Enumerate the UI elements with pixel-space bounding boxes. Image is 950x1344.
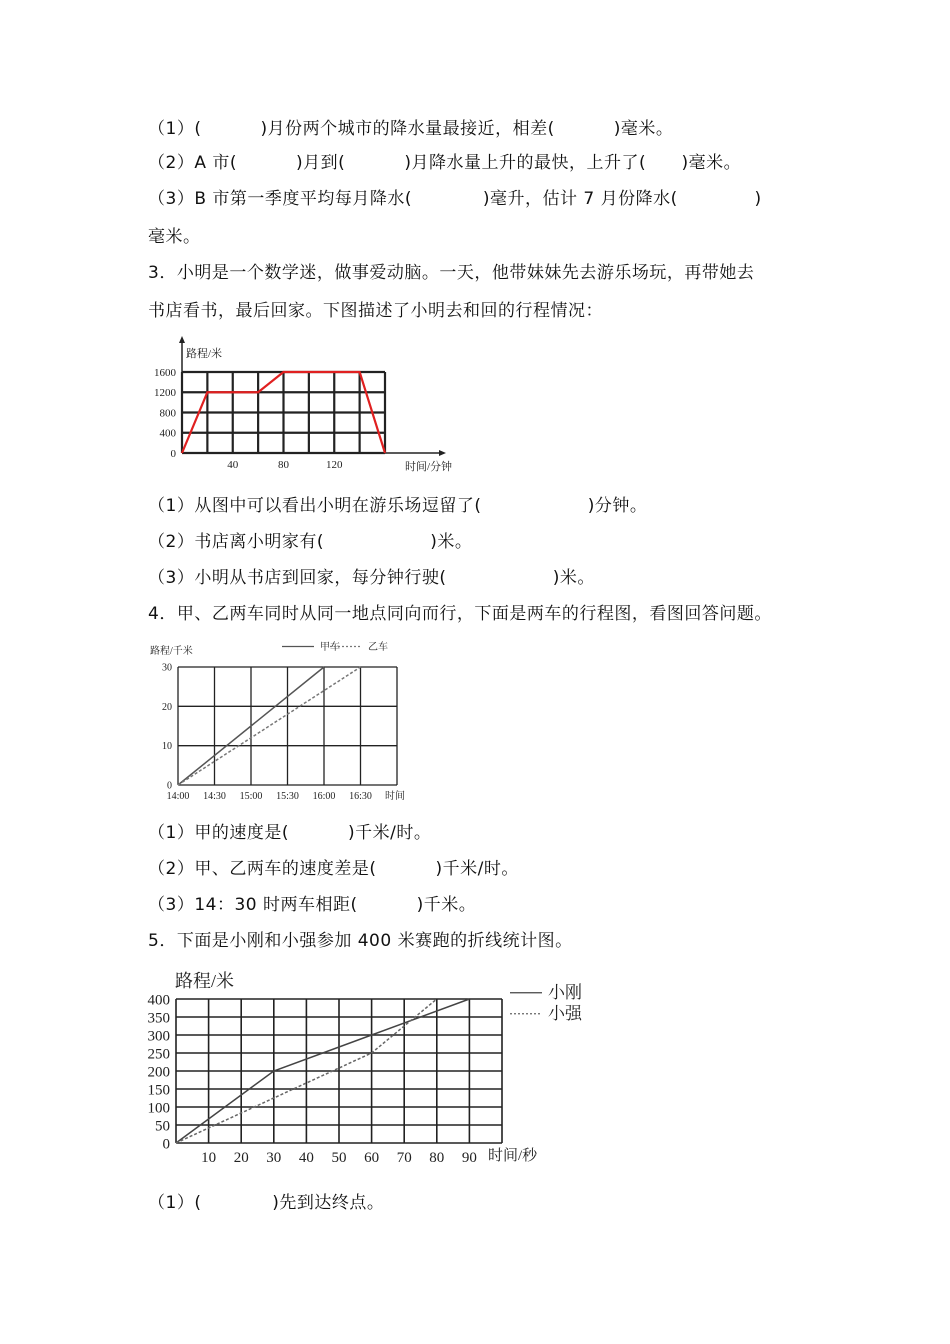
y-axis-label: 路程/千米 [150, 646, 193, 657]
x-tick-label: 20 [233, 1150, 249, 1166]
x-tick-label: 40 [227, 459, 239, 471]
y-tick-label: 100 [147, 1100, 170, 1117]
x-tick-label: 30 [266, 1150, 282, 1166]
q2-question-2: （2）A 市( )月到( )月降水量上升的最快，上升了( )毫米。 [148, 153, 742, 173]
y-tick-label: 30 [162, 662, 172, 674]
y-tick-label: 300 [147, 1028, 170, 1045]
q3-intro-line2: 书店看书，最后回家。下图描述了小明去和回的行程情况： [148, 301, 603, 321]
y-tick-label: 150 [147, 1082, 170, 1099]
legend-label: 乙车 [368, 642, 388, 653]
legend-label: 小强 [548, 1004, 582, 1023]
x-tick-label: 40 [298, 1150, 314, 1166]
y-tick-label: 400 [159, 427, 176, 440]
legend-label: 甲车 [320, 642, 340, 653]
x-tick-label: 90 [461, 1150, 477, 1166]
y-tick-label: 800 [159, 407, 176, 420]
q3-question-1: （1）从图中可以看出小明在游乐场逗留了( )分钟。 [148, 496, 648, 516]
y-tick-label: 1200 [154, 387, 176, 400]
q4-intro: 4．甲、乙两车同时从同一地点同向而行，下面是两车的行程图，看图回答问题。 [148, 604, 772, 624]
x-tick-label: 80 [278, 459, 289, 471]
x-axis-label: 时间/秒 [488, 1148, 538, 1164]
x-tick-label: 10 [201, 1150, 217, 1166]
x-tick-label: 120 [326, 459, 343, 471]
y-tick-label: 50 [155, 1118, 170, 1135]
y-axis-label: 路程/米 [186, 348, 223, 360]
x-axis-label: 时间/分钟 [405, 461, 453, 473]
q5-question-1: （1）( )先到达终点。 [148, 1193, 385, 1213]
x-tick-label: 14:30 [203, 791, 226, 802]
y-tick-label: 250 [147, 1046, 170, 1063]
y-tick-label: 20 [162, 701, 172, 713]
q3-question-2: （2）书店离小明家有( )米。 [148, 532, 473, 552]
y-tick-label: 0 [170, 447, 176, 460]
x-tick-label: 70 [396, 1150, 412, 1166]
y-tick-label: 200 [147, 1064, 170, 1081]
y-axis-label: 路程/米 [175, 971, 235, 991]
y-tick-label: 350 [147, 1010, 170, 1027]
x-axis-label: 时间 [385, 791, 405, 802]
q2-question-3: （3）B 市第一季度平均每月降水( )毫升，估计 7 月份降水( ) [148, 189, 762, 209]
y-tick-label: 400 [147, 992, 170, 1009]
q4-question-3: （3）14：30 时两车相距( )千米。 [148, 895, 477, 915]
x-tick-label: 14:00 [166, 791, 190, 802]
q3-question-3: （3）小明从书店到回家，每分钟行驶( )米。 [148, 568, 595, 588]
x-tick-label: 15:00 [239, 791, 263, 802]
y-tick-label: 0 [162, 1136, 170, 1153]
x-tick-label: 60 [364, 1150, 380, 1166]
x-tick-label: 50 [331, 1150, 347, 1166]
legend-label: 小刚 [548, 983, 582, 1002]
q4-question-2: （2）甲、乙两车的速度差是( )千米/时。 [148, 859, 519, 879]
q4-question-1: （1）甲的速度是( )千米/时。 [148, 823, 432, 843]
q5-intro: 5．下面是小刚和小强参加 400 米赛跑的折线统计图。 [148, 931, 573, 951]
q2-question-1: （1）( )月份两个城市的降水量最接近，相差( )毫米。 [148, 119, 674, 139]
y-tick-label: 1600 [154, 366, 176, 379]
x-tick-label: 16:30 [349, 791, 372, 802]
x-tick-label: 16:00 [312, 791, 336, 802]
x-tick-label: 80 [429, 1150, 445, 1166]
y-tick-label: 0 [167, 780, 172, 792]
y-tick-label: 10 [162, 741, 172, 753]
q2-question-3-cont: 毫米。 [148, 227, 201, 247]
q3-intro-line1: 3．小明是一个数学迷，做事爱动脑。一天，他带妹妹先去游乐场玩，再带她去 [148, 263, 755, 283]
x-tick-label: 15:30 [276, 791, 299, 802]
